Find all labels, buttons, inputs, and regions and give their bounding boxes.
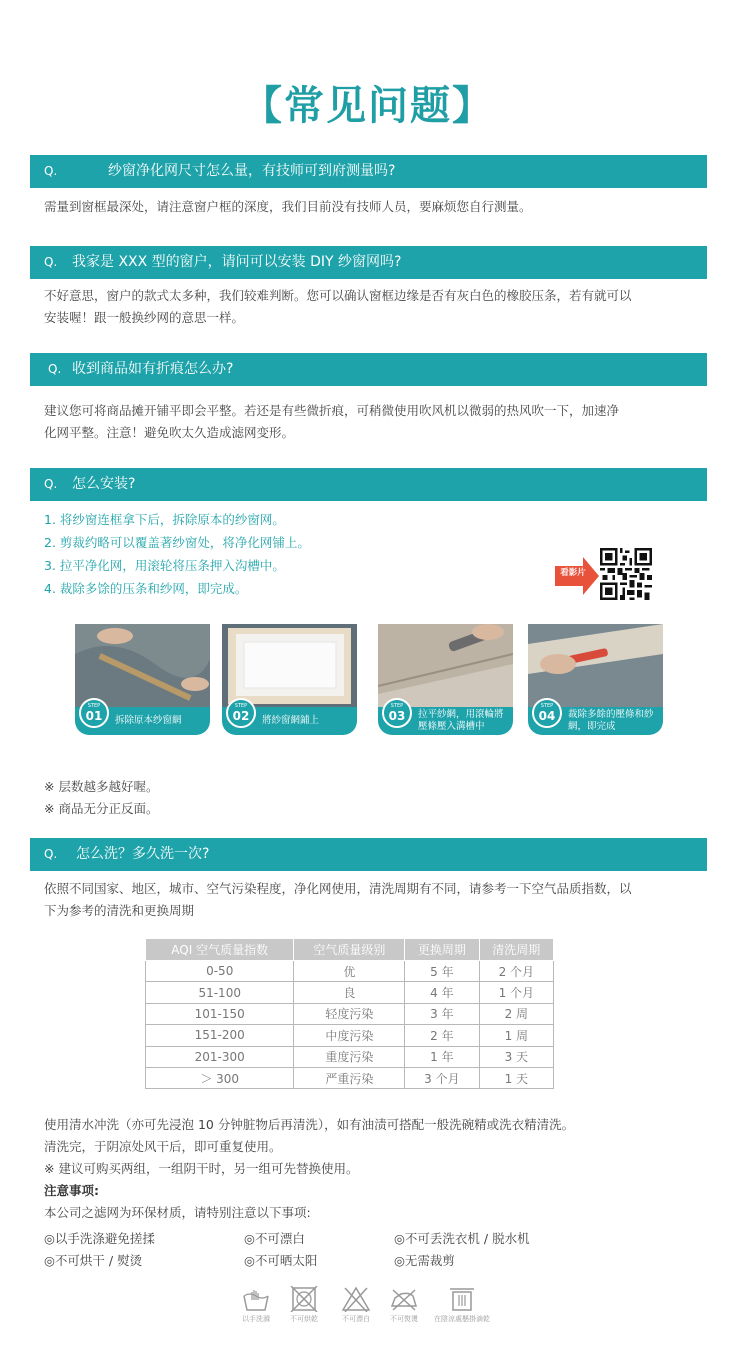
faq-answer bbox=[44, 196, 700, 218]
table-cell: 3 天 bbox=[479, 1046, 553, 1067]
table-cell: 良 bbox=[294, 982, 405, 1003]
faq-answer bbox=[44, 878, 700, 922]
care-item: ◎不可漂白 bbox=[244, 1231, 305, 1246]
care-icon-item bbox=[432, 1286, 492, 1324]
install-steps bbox=[44, 508, 310, 600]
table-cell: 严重污染 bbox=[294, 1067, 405, 1088]
table-cell: 151-200 bbox=[146, 1025, 294, 1046]
care-row bbox=[44, 1228, 604, 1250]
step-caption-text: 將紗窗網鋪上 bbox=[262, 715, 320, 726]
table-cell: 2 个月 bbox=[479, 961, 553, 982]
wash-line: 使用清水冲洗（亦可先浸泡 10 分钟脏物后再清洗），如有油渍可搭配一般洗碗精或洗衣精清洗。 bbox=[44, 1117, 575, 1132]
column-header: 清洗周期 bbox=[479, 939, 553, 961]
step-word: STEP bbox=[390, 703, 404, 709]
table-cell: 3 年 bbox=[405, 1003, 479, 1024]
table-cell: 0-50 bbox=[146, 961, 294, 982]
care-icon-label: 不可漂白 bbox=[342, 1315, 370, 1323]
column-header: AQI 空气质量指数 bbox=[146, 939, 294, 961]
care-item: ◎以手洗涤避免搓揉 bbox=[44, 1231, 155, 1246]
faq-answer bbox=[44, 400, 700, 444]
faq-question-bar bbox=[30, 155, 707, 188]
table-cell: 3 个月 bbox=[405, 1067, 479, 1088]
table-cell: 中度污染 bbox=[294, 1025, 405, 1046]
no-bleach-icon bbox=[341, 1286, 371, 1312]
faq-answer bbox=[44, 285, 700, 329]
step-photo-3 bbox=[378, 624, 513, 708]
faq-question: 我家是 XXX 型的窗户，请问可以安装 DIY 纱窗网吗? bbox=[72, 254, 402, 270]
care-item: ◎不可丢洗衣机 / 脱水机 bbox=[394, 1231, 530, 1246]
care-item: ◎不可烘干 / 熨烫 bbox=[44, 1253, 143, 1268]
table-row bbox=[146, 1025, 554, 1046]
table-row bbox=[146, 961, 554, 982]
answer-line: 不好意思，窗户的款式太多种，我们较难判断。您可以确认窗框边缘是否有灰白色的橡胶压条，若有就可以 bbox=[44, 288, 632, 303]
faq-question-bar bbox=[30, 353, 707, 386]
answer-line: 安装喔！跟一般换纱网的意思一样。 bbox=[44, 310, 245, 325]
faq-question-bar bbox=[30, 246, 707, 279]
q-prefix: Q. bbox=[44, 847, 58, 861]
shade-dry-icon bbox=[447, 1286, 477, 1312]
faq-question-bar bbox=[30, 838, 707, 871]
faq-question: 怎么洗？多久洗一次? bbox=[76, 846, 210, 862]
page-title: 【常见问题】 bbox=[242, 83, 494, 129]
faq-question: 怎么安装? bbox=[72, 476, 136, 492]
install-step: 3. 拉平净化网，用滚轮将压条押入沟槽中。 bbox=[44, 558, 285, 573]
table-cell: ＞ 300 bbox=[146, 1067, 294, 1088]
aqi-table bbox=[145, 938, 554, 1089]
step-caption-text: 拆除原本纱窗網 bbox=[115, 715, 182, 726]
q-prefix: Q. bbox=[44, 255, 58, 269]
install-step: 2. 剪裁约略可以覆盖著纱窗处，将净化网铺上。 bbox=[44, 535, 310, 550]
q-prefix: Q. bbox=[44, 477, 58, 491]
wash-line: ※ 建议可购买两组，一组阴干时，另一组可先替换使用。 bbox=[44, 1161, 359, 1176]
faq-question: 纱窗净化网尺寸怎么量，有技师可到府测量吗? bbox=[108, 163, 396, 179]
care-title: 注意事项: bbox=[44, 1183, 99, 1198]
no-tumble-dry-icon bbox=[289, 1286, 319, 1312]
step-badge bbox=[532, 698, 562, 728]
step-photo-4 bbox=[528, 624, 663, 708]
step-photo-2 bbox=[222, 624, 357, 708]
care-row bbox=[44, 1250, 604, 1272]
care-icon-label: 在陰涼處懸掛滴乾 bbox=[434, 1315, 490, 1323]
step-word: STEP bbox=[87, 703, 101, 709]
table-cell: 5 年 bbox=[405, 961, 479, 982]
wash-line: 清洗完，于阴凉处风干后，即可重复使用。 bbox=[44, 1139, 282, 1154]
table-cell: 轻度污染 bbox=[294, 1003, 405, 1024]
care-icon-item bbox=[274, 1286, 334, 1324]
faq-question-bar bbox=[30, 468, 707, 501]
step-number: 03 bbox=[388, 709, 406, 723]
care-icon-item bbox=[374, 1286, 434, 1324]
care-item: ◎不可晒太阳 bbox=[244, 1253, 318, 1268]
table-row bbox=[146, 1003, 554, 1024]
table-cell: 重度污染 bbox=[294, 1046, 405, 1067]
table-row bbox=[146, 982, 554, 1003]
answer-line: 化网平整。注意！避免吹太久造成滤网变形。 bbox=[44, 425, 295, 440]
step-caption-text: 裁除多餘的壓條和紗網，即完成 bbox=[568, 709, 654, 732]
step-badge bbox=[79, 698, 109, 728]
step-badge bbox=[382, 698, 412, 728]
step-number: 04 bbox=[538, 709, 556, 723]
video-label[interactable]: 看影片 bbox=[560, 568, 586, 578]
column-header: 更换周期 bbox=[405, 939, 479, 961]
table-row bbox=[146, 1046, 554, 1067]
answer-line: 下为参考的清洗和更换周期 bbox=[44, 903, 195, 918]
hand-wash-icon bbox=[241, 1286, 271, 1312]
step-number: 02 bbox=[232, 709, 250, 723]
table-cell: 51-100 bbox=[146, 982, 294, 1003]
qr-code-icon[interactable] bbox=[600, 548, 652, 600]
install-step: 4. 裁除多馀的压条和纱网，即完成。 bbox=[44, 581, 248, 596]
table-cell: 1 年 bbox=[405, 1046, 479, 1067]
table-cell: 1 天 bbox=[479, 1067, 553, 1088]
q-prefix: Q. bbox=[48, 362, 62, 376]
answer-line: 建议您可将商品摊开铺平即会平整。若还是有些微折痕，可稍微使用吹风机以微弱的热风吹一下，加速净 bbox=[44, 403, 620, 418]
table-cell: 4 年 bbox=[405, 982, 479, 1003]
step-word: STEP bbox=[234, 703, 248, 709]
note-line: ※ 层数越多越好喔。 bbox=[44, 779, 159, 794]
table-cell: 2 周 bbox=[479, 1003, 553, 1024]
install-notes bbox=[44, 776, 158, 820]
note-line: ※ 商品无分正反面。 bbox=[44, 801, 159, 816]
care-item: ◎无需裁剪 bbox=[394, 1253, 455, 1268]
table-cell: 优 bbox=[294, 961, 405, 982]
table-cell: 2 年 bbox=[405, 1025, 479, 1046]
table-cell: 101-150 bbox=[146, 1003, 294, 1024]
answer-line: 依照不同国家、地区，城市、空气污染程度，净化网使用，清洗周期有不同，请参考一下空气品质指数，以 bbox=[44, 881, 632, 896]
table-cell: 201-300 bbox=[146, 1046, 294, 1067]
step-badge bbox=[226, 698, 256, 728]
care-icon-label: 以手洗滌 bbox=[242, 1315, 270, 1323]
wash-instructions bbox=[44, 1114, 574, 1224]
q-prefix: Q. bbox=[44, 164, 58, 178]
table-cell: 1 个月 bbox=[479, 982, 553, 1003]
column-header: 空气质量级别 bbox=[294, 939, 405, 961]
faq-question: 收到商品如有折痕怎么办? bbox=[72, 361, 234, 377]
care-list bbox=[44, 1228, 604, 1272]
install-step: 1. 将纱窗连框拿下后，拆除原本的纱窗网。 bbox=[44, 512, 285, 527]
step-word: STEP bbox=[540, 703, 554, 709]
table-row bbox=[146, 1067, 554, 1088]
care-icon-label: 不可熨燙 bbox=[390, 1315, 418, 1323]
care-intro: 本公司之滤网为环保材质，请特别注意以下事项: bbox=[44, 1205, 311, 1220]
step-number: 01 bbox=[85, 709, 103, 723]
answer-line: 需量到窗框最深处，请注意窗户框的深度，我们目前没有技师人员，要麻烦您自行测量。 bbox=[44, 199, 532, 214]
no-iron-icon bbox=[389, 1286, 419, 1312]
table-header-row bbox=[146, 939, 554, 961]
table-cell: 1 周 bbox=[479, 1025, 553, 1046]
step-caption-text: 拉平紗網，用滾輪將壓條壓入溝槽中 bbox=[418, 709, 504, 732]
care-icon-label: 不可烘乾 bbox=[290, 1315, 318, 1323]
care-icons bbox=[228, 1286, 528, 1336]
step-photo-1 bbox=[75, 624, 210, 708]
